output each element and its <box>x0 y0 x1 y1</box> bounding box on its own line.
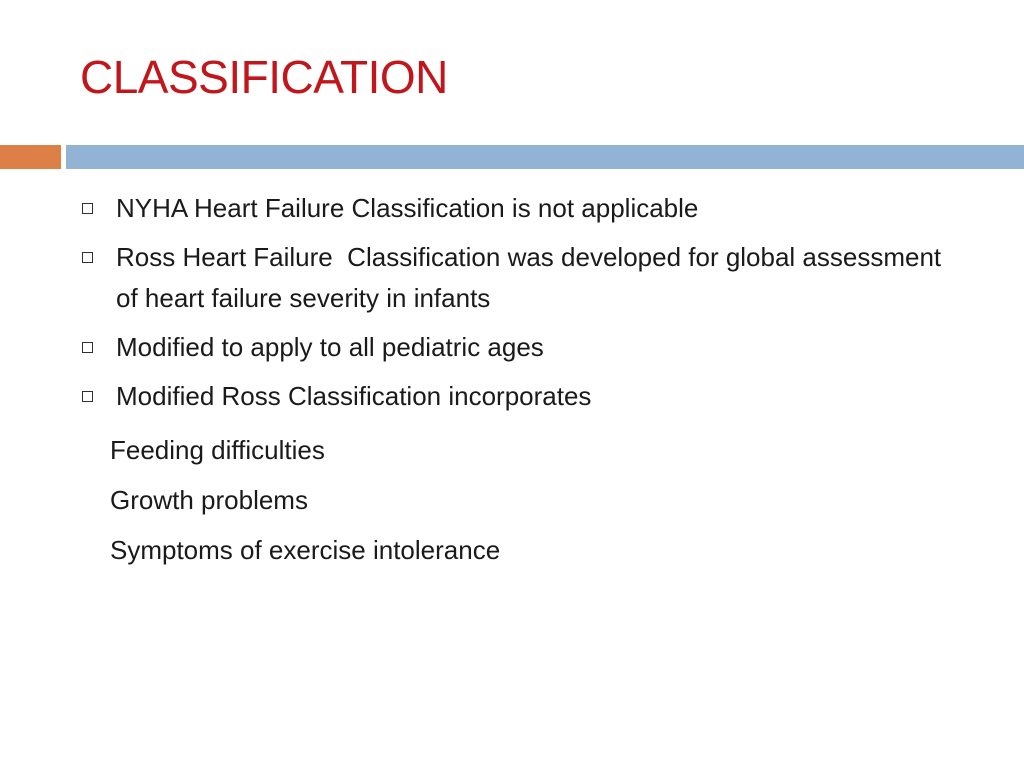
bullet-item <box>80 376 960 417</box>
hollow-square-bullet-icon <box>82 203 93 214</box>
bullet-item <box>80 237 960 319</box>
hollow-square-bullet-icon <box>82 342 93 353</box>
sub-item: Symptoms of exercise intolerance <box>110 535 501 565</box>
slide-title: CLASSIFICATION <box>80 51 448 103</box>
bullet-text: Modified Ross Classification incorporates <box>116 381 592 411</box>
hollow-square-bullet-icon <box>82 252 93 263</box>
sub-item: Growth problems <box>110 485 308 515</box>
title-divider-orange <box>0 145 61 169</box>
bullet-text: NYHA Heart Failure Classification is not applicable <box>116 193 699 223</box>
hollow-square-bullet-icon <box>82 391 93 402</box>
bullet-item <box>80 188 960 229</box>
title-divider-blue <box>66 145 1024 169</box>
bullet-text: Ross Heart Failure Classification was developed for global assessment of heart failure severity in infants <box>116 242 949 313</box>
bullet-text: Modified to apply to all pediatric ages <box>116 332 544 362</box>
sub-item-list <box>110 430 500 580</box>
sub-item: Feeding difficulties <box>110 435 325 465</box>
bullet-list <box>80 188 960 425</box>
bullet-item <box>80 327 960 368</box>
